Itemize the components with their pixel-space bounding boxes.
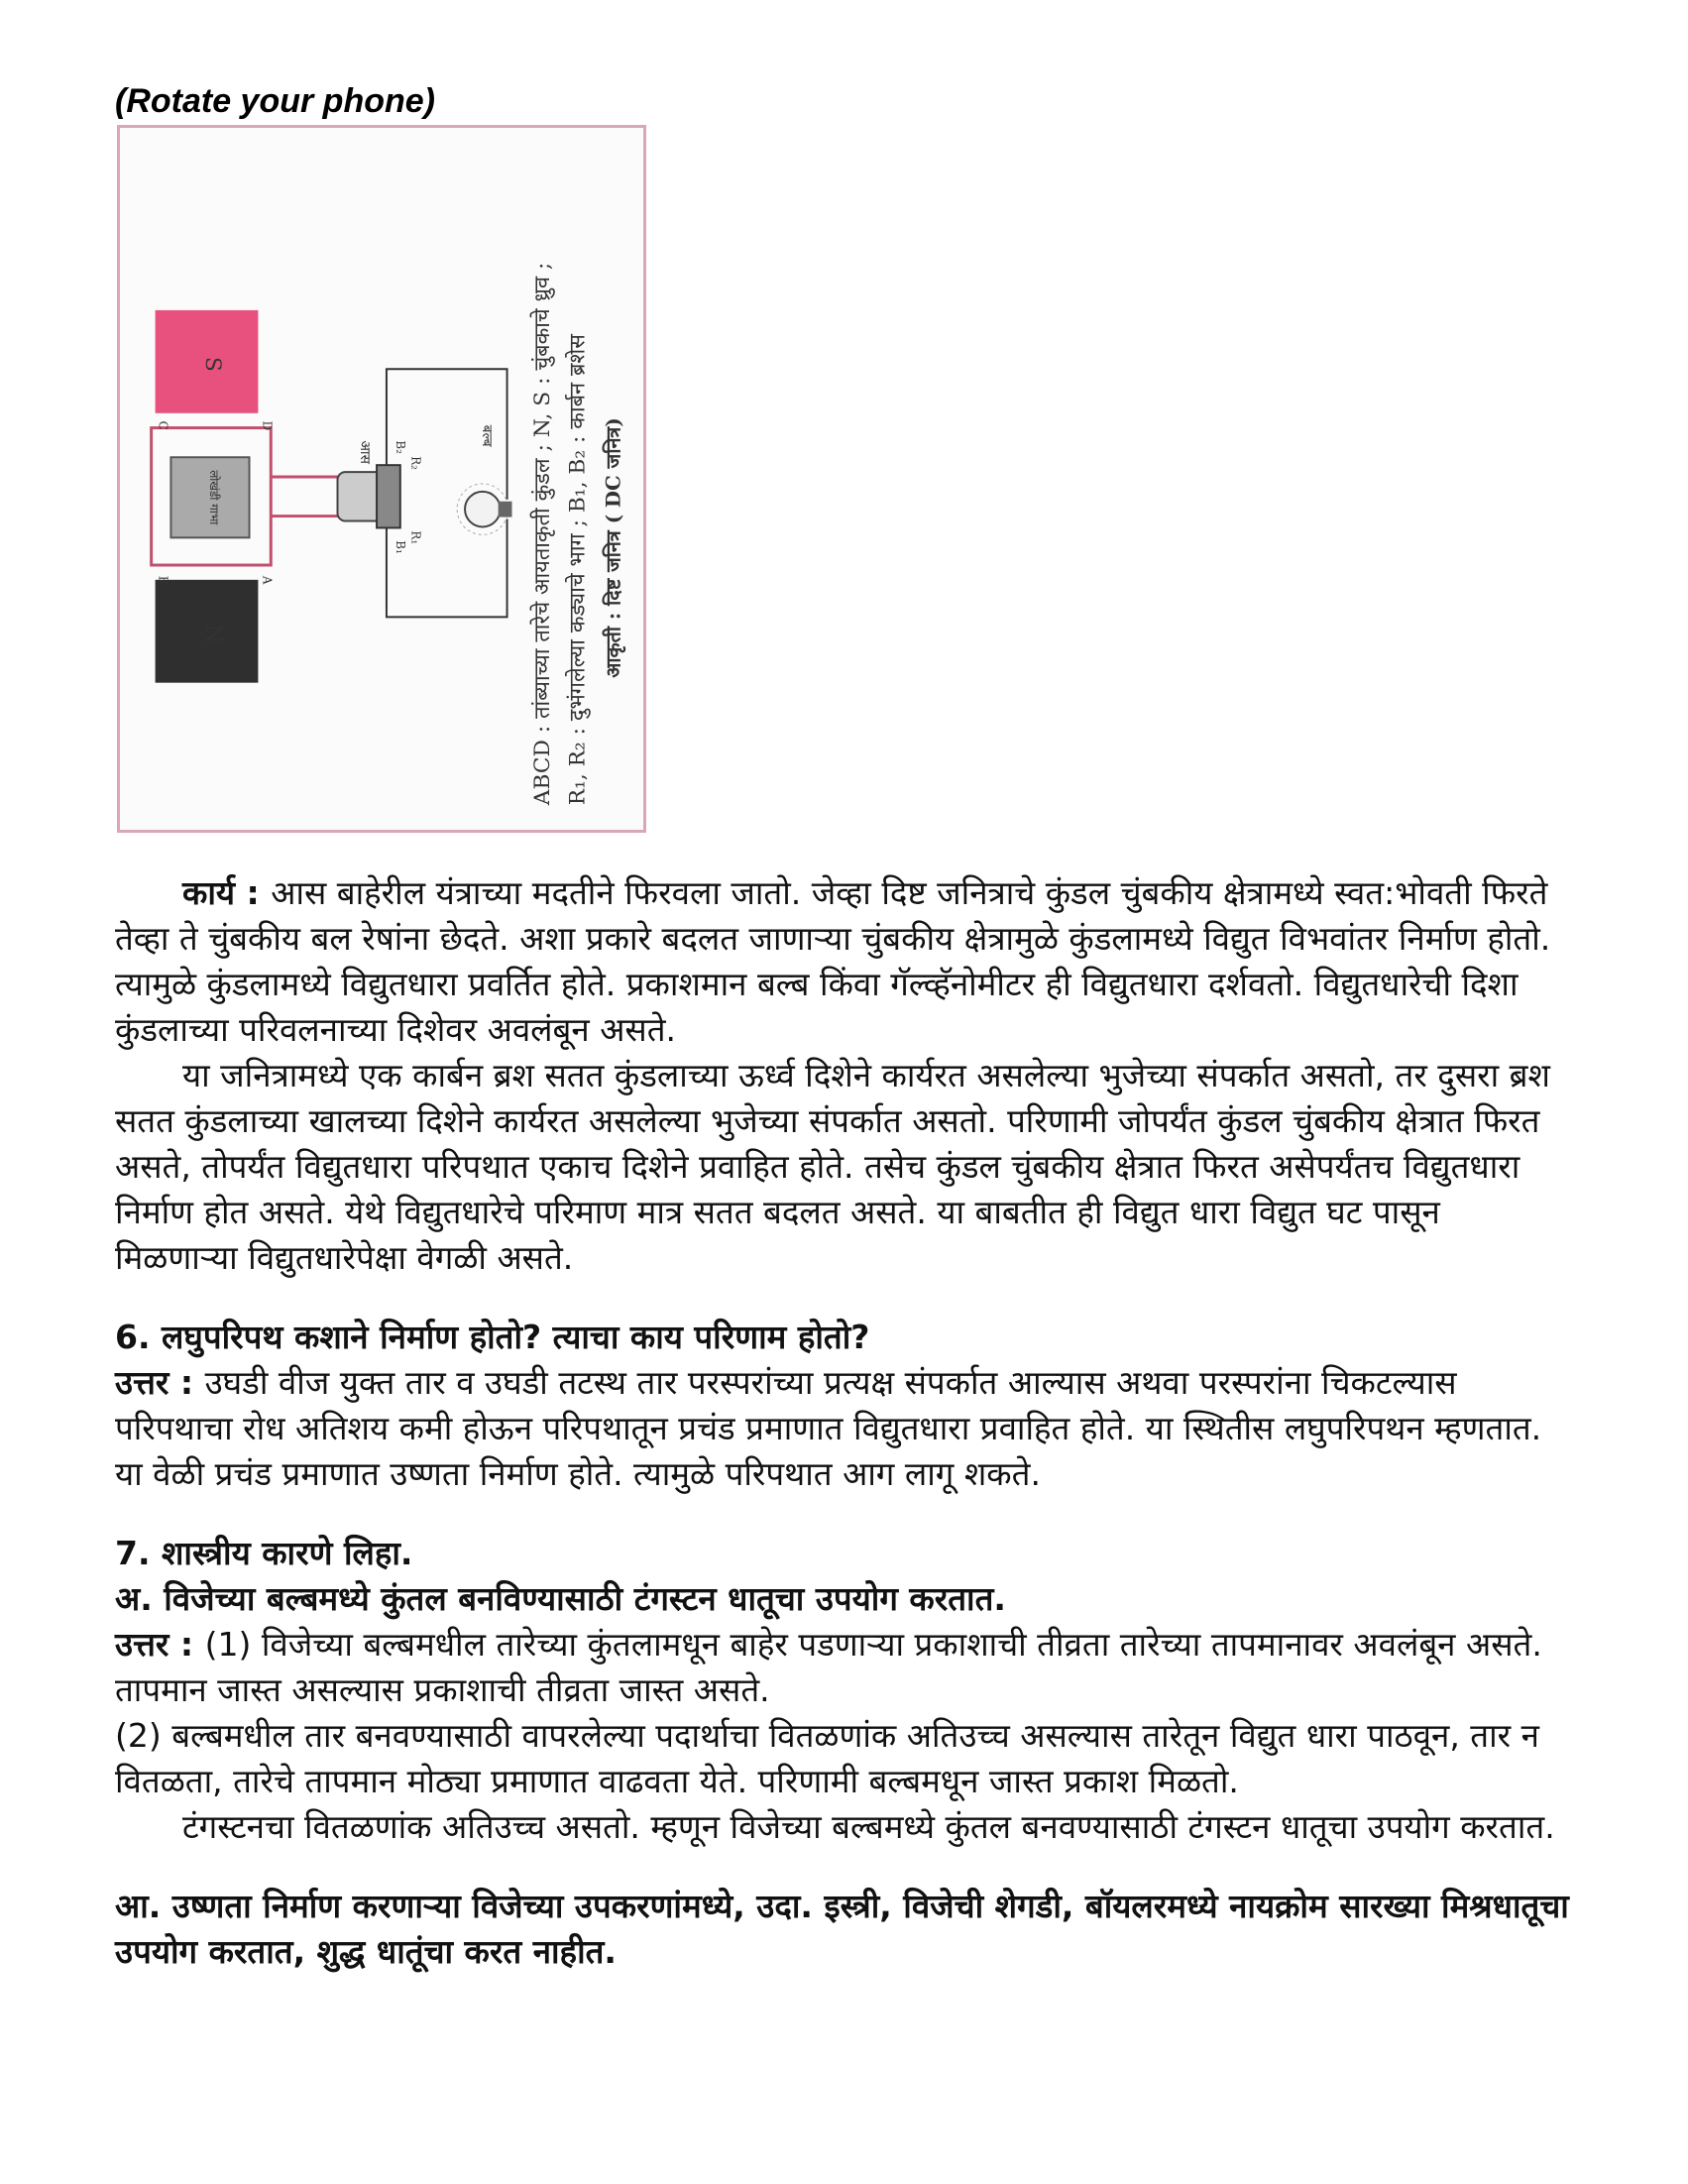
figure-caption-line1: ABCD : तांब्याच्या तारेचे आयताकृती कुंडल ; N, S : चुंबकाचे ध्रुव ; [530, 262, 556, 806]
brush-b1-label: B₁ [393, 540, 407, 554]
iron-core-label: लोखंडी गाभा [206, 470, 221, 525]
figure-caption-line3: आकृती : दिष्ट जनित्र ( DC जनित्र) [601, 417, 625, 678]
ring-r2-label: R₂ [408, 456, 423, 470]
rotate-note: (Rotate your phone) [115, 82, 435, 120]
circuit-wire-return [387, 519, 507, 618]
point-b: B [156, 575, 170, 585]
question-7aa: आ. उष्णता निर्माण करणाऱ्या विजेच्या उपकरणांमध्ये, उदा. इस्त्री, विजेची शेगडी, बॉयलरमध्ये नायक्रोम सारख्या मिश्रधातूचा उपयोग करतात, शुद्ध धातूंचा करत नाहीत. [115, 1887, 1569, 1971]
question-7-heading: 7. शास्त्रीय कारणे लिहा. [115, 1534, 413, 1572]
magnet-n-label: N [200, 623, 229, 644]
work-paragraph-2: या जनित्रामध्ये एक कार्बन ब्रश सतत कुंडलाच्या ऊर्ध्व दिशेने कार्यरत असलेल्या भुजेच्या संपर्कात असतो, तर दुसरा ब्रश सतत कुंडलाच्या खालच्या दिशेने कार्यरत असलेल्या भुजेच्या संपर्कात असतो. परिणामी जोपर्यंत कुंडल चुंबकीय क्षेत्रात फिरत असते, तोपर्यंत विद्युतधारा परिपथात एकाच दिशेने प्रवाहित होते. तसेच कुंडल चुंबकीय क्षेत्रात फिरत असेपर्यंतच विद्युतधारा निर्माण होत असते. येथे विद्युतधारेचे परिमाण मात्र सतत बदलत असते. या बाबतीत ही विद्युत धारा विद्युत घट पासून मिळणाऱ्या विद्युतधारेपेक्षा वेगळी असते. [115, 1056, 1550, 1277]
body-text [115, 870, 1572, 1975]
answer-7a-point-1: उत्तर : (1) विजेच्या बल्बमधील तारेच्या कुंतलामधून बाहेर पडणाऱ्या प्रकाशाची तीव्रता तारेच्या तापमानावर अवलंबून असते. तापमान जास्त असल्यास प्रकाशाची तीव्रता जास्त असते. [115, 1625, 1542, 1709]
dc-generator-diagram [120, 128, 643, 830]
axle-label: आस [357, 440, 374, 464]
bulb-base [499, 502, 512, 517]
answer-6: उत्तर : उघडी वीज युक्त तार व उघडी तटस्थ तार परस्परांच्या प्रत्यक्ष संपर्कात आल्यास अथवा परस्परांना चिकटल्यास परिपथाचा रोध अतिशय कमी होऊन परिपथातून प्रचंड प्रमाणात विद्युतधारा प्रवाहित होते. या स्थितीस लघुपरिपथन म्हणतात. या वेळी प्रचंड प्रमाणात उष्णता निर्माण होते. त्यामुळे परिपथात आग लागू शकते. [115, 1363, 1542, 1493]
ring-r1-label: R₁ [408, 530, 423, 545]
point-c: C [156, 420, 170, 430]
point-a: A [260, 575, 275, 585]
split-ring [377, 465, 400, 527]
point-d: D [260, 420, 275, 431]
brush-b2-label: B₂ [393, 440, 407, 454]
work-label: कार्य [182, 873, 236, 912]
bulb [465, 492, 501, 527]
answer-7a-conclusion: टंगस्टनचा वितळणांक अतिउच्च असतो. म्हणून विजेच्या बल्बमध्ये कुंतल बनवण्यासाठी टंगस्टन धातूचा उपयोग करतात. [182, 1807, 1555, 1846]
work-paragraph-1: कार्य : आस बाहेरील यंत्राच्या मदतीने फिरवला जातो. जेव्हा दिष्ट जनित्राचे कुंडल चुंबकीय क्षेत्रामध्ये स्वत:भोवती फिरते तेव्हा ते चुंबकीय बल रेषांना छेदते. अशा प्रकारे बदलत जाणाऱ्या चुंबकीय क्षेत्रामुळे कुंडलामध्ये विद्युत विभवांतर निर्माण होतो. त्यामुळे कुंडलामध्ये विद्युतधारा प्रवर्तित होते. प्रकाशमान बल्ब किंवा गॅल्व्हॅनोमीटर ही विद्युतधारा दर्शवतो. विद्युतधारेची दिशा कुंडलाच्या परिवलनाच्या दिशेवर अवलंबून असते. [115, 873, 1551, 1049]
question-6: 6. लघुपरिपथ कशाने निर्माण होतो? त्याचा काय परिणाम होतो? [115, 1318, 870, 1356]
answer-7a-point-2: (2) बल्बमधील तार बनवण्यासाठी वापरलेल्या पदार्थाचा वितळणांक अतिउच्च असल्यास तारेतून विद्युत धारा पाठवून, तार न वितळता, तारेचे तापमान मोठ्या प्रमाणात वाढवता येते. परिणामी बल्बमधून जास्त प्रकाश मिळतो. [115, 1716, 1539, 1800]
question-7a: अ. विजेच्या बल्बमध्ये कुंतल बनविण्यासाठी टंगस्टन धातूचा उपयोग करतात. [115, 1579, 1006, 1618]
answer-6-label: उत्तर [115, 1363, 169, 1402]
bulb-label: बल्ब [478, 424, 495, 447]
answer-7a-label: उत्तर [115, 1625, 169, 1664]
magnet-s-label: S [200, 356, 226, 372]
figure-caption-line2: R₁, R₂ : दुभंगलेल्या कड्याचे भाग ; B₁, B₂ : कार्बन ब्रशेस [565, 334, 591, 806]
dc-generator-figure [117, 125, 646, 833]
